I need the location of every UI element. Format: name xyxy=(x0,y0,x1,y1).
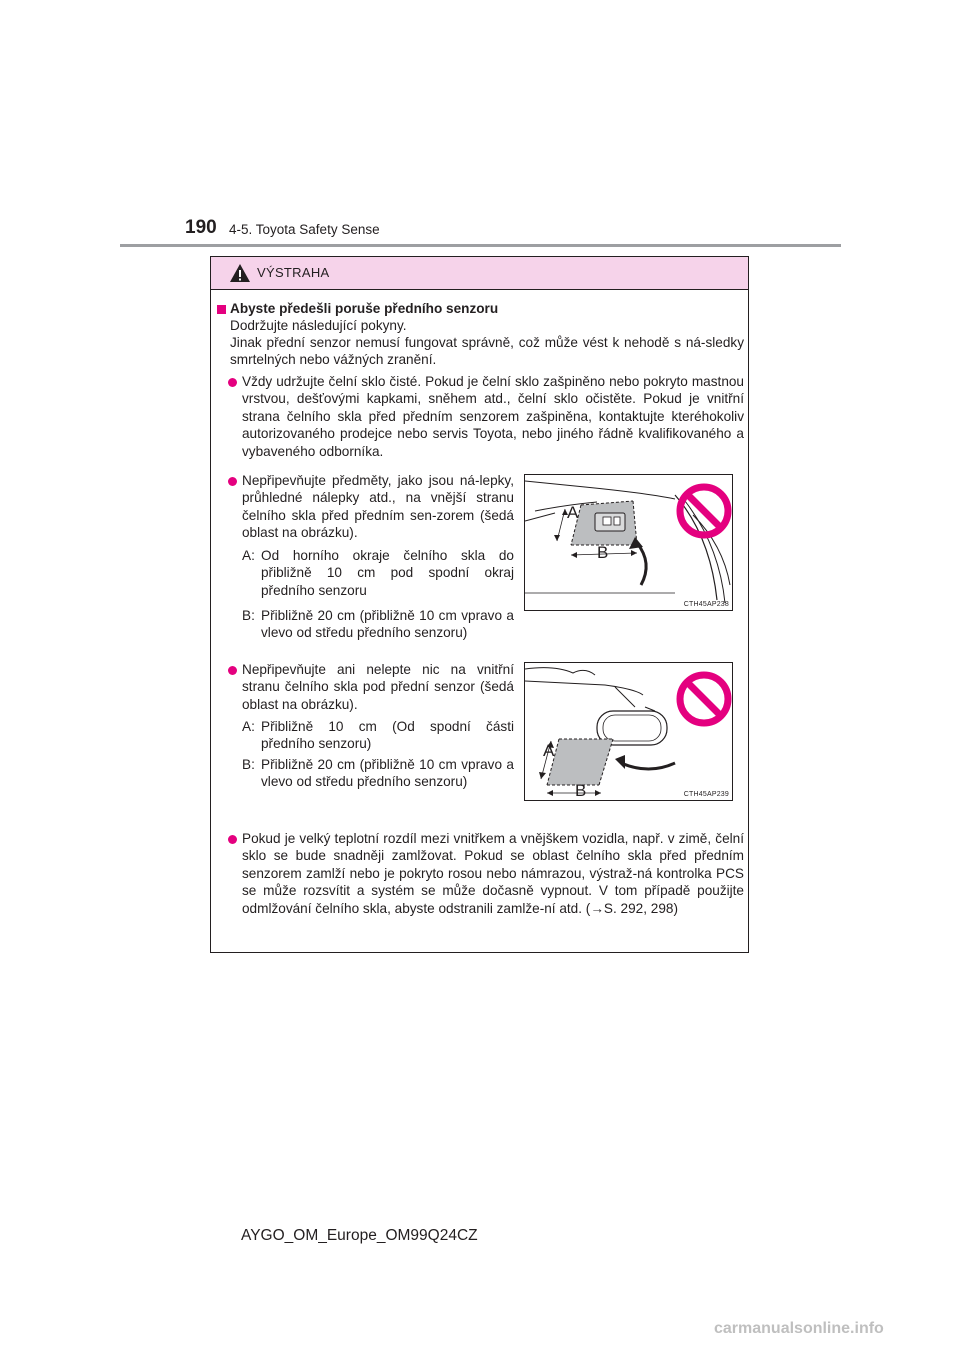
warning-title: VÝSTRAHA xyxy=(257,265,330,280)
warning-header xyxy=(211,257,748,290)
label-value: Přibližně 10 cm (Od spodní části předního senzoru) xyxy=(261,719,514,752)
figure-code: CTH45AP239 xyxy=(683,791,729,798)
figure-label-a: A xyxy=(543,741,555,760)
bullet-3-label-b xyxy=(242,756,514,791)
label-key: B: xyxy=(242,757,255,772)
warning-box xyxy=(210,256,749,953)
windshield-interior-illustration xyxy=(525,663,732,800)
bullet-3-text: Nepřipevňujte ani nelepte nic na vnitřní stranu čelního skla pod přední senzor (šedá oblast na obrázku). xyxy=(242,662,514,712)
page-number: 190 xyxy=(185,217,217,238)
dot-bullet-icon xyxy=(228,666,237,675)
dot-bullet-icon xyxy=(228,835,237,844)
bullet-1-text: Vždy udržujte čelní sklo čisté. Pokud je čelní sklo zašpiněno nebo pokryto mastnou vrstvou, dešťovými kapkami, sněhem atd., čelní sklo očistěte. Pokud je vnitřní strana čelního skla před předním senzorem zašpiněna, kontaktujte kteréhokoliv autorizovaného prodejce nebo servis Toyota, nebo jiného řádně kvalifikovaného a vybaveného odborníka. xyxy=(242,374,744,459)
header-rule xyxy=(120,244,841,247)
figure-code: CTH45AP238 xyxy=(683,601,729,608)
label-value: Od horního okraje čelního skla do přibližně 10 cm pod spodní okraj předního senzoru xyxy=(261,548,514,598)
bullet-4-text: Pokud je velký teplotní rozdíl mezi vnitřkem a vnějškem vozidla, např. v zimě, čelní sklo se bude snadněji zamlžovat. Pokud se oblast čelního skla před předním senzorem zamlží nebo je pokryto rosou nebo námrazou, výstraž-ná kontrolka PCS se může rozsvítit a systém se může dočasně vypnout. V tom případě použijte odmlžování čelního skla, abyste odstranili zamlže-ní atd. (→S. 292, 298) xyxy=(242,831,744,916)
figure-windshield-interior xyxy=(524,662,733,801)
label-key: A: xyxy=(242,548,255,563)
windshield-exterior-illustration xyxy=(525,475,732,610)
intro-line-2: Jinak přední senzor nemusí fungovat správně, což může vést k nehodě s ná-sledky smrtelných nebo vážných zranění. xyxy=(230,335,744,368)
dot-bullet-icon xyxy=(228,378,237,387)
bullet-2-text: Nepřipevňujte předměty, jako jsou ná-lepky, průhledné nálepky atd., na vnější stranu čelního skla před předním sen-zorem (šedá oblast na obrázku). xyxy=(242,473,514,541)
figure-label-a: A xyxy=(567,503,579,522)
figure-label-b: B xyxy=(575,781,587,800)
label-value: Přibližně 20 cm (přibližně 10 cm vpravo a vlevo od středu předního senzoru) xyxy=(261,757,514,790)
warning-triangle-icon xyxy=(229,263,251,283)
label-key: A: xyxy=(242,719,255,734)
figure-windshield-exterior xyxy=(524,474,733,611)
figure-label-b: B xyxy=(597,543,609,562)
bullet-3-label-a xyxy=(242,718,514,753)
section-title: 4-5. Toyota Safety Sense xyxy=(229,222,380,237)
square-bullet-icon xyxy=(217,305,226,314)
intro-line-1: Dodržujte následující pokyny. xyxy=(230,318,407,333)
watermark: carmanualsonline.info xyxy=(714,1320,884,1337)
bullet-2-label-a xyxy=(242,547,514,599)
warning-heading: Abyste předešli poruše předního senzoru xyxy=(230,301,499,316)
dot-bullet-icon xyxy=(228,477,237,486)
footer-doc-code: AYGO_OM_Europe_OM99Q24CZ xyxy=(241,1227,478,1244)
label-value: Přibližně 20 cm (přibližně 10 cm vpravo a vlevo od středu předního senzoru) xyxy=(261,608,514,641)
label-key: B: xyxy=(242,608,255,623)
bullet-2-label-b xyxy=(242,607,514,642)
